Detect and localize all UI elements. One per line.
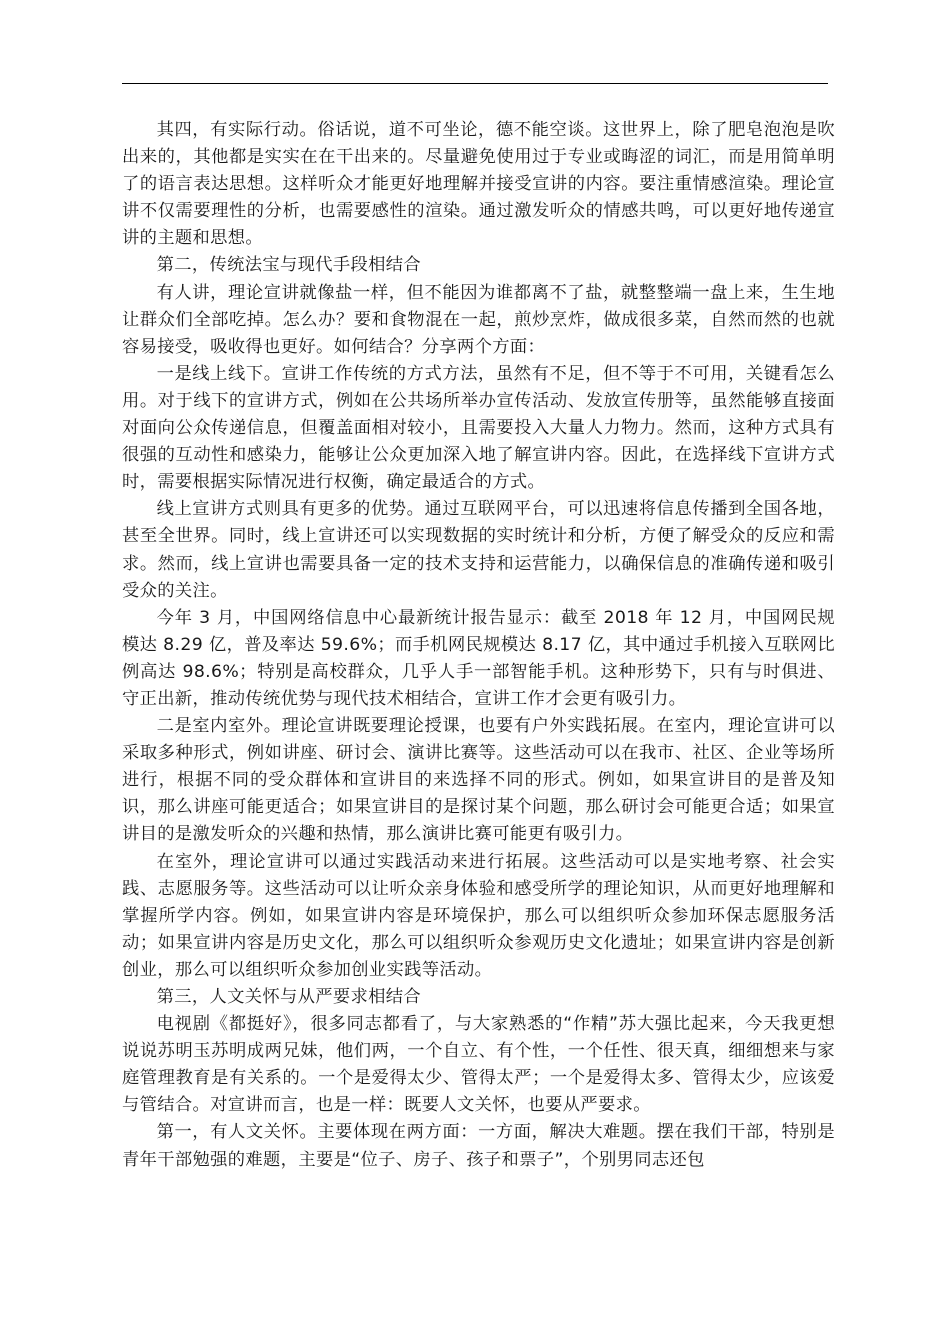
section-heading: 第三，人文关怀与从严要求相结合 [156,987,422,1007]
section-heading: 第二，传统法宝与现代手段相结合 [156,255,422,276]
paragraph: 二是室内室外。理论宣讲既要理论授课，也要有户外实践拓展。在室内，理论宣讲可以采取多种形式，例如讲座、研讨会、演讲比赛等。这些活动可以在我市、社区、企业等场所进行，根据不同的受众群体和宣讲目的来选择不同的形式。例如，如果宣讲目的是普及知识，那么讲座可能更适合；如果宣讲目的是探讨某个问题，那么研讨会可能更合适；如果宣讲目的是激发听众的兴趣和热情，那么演讲比赛可能更有吸引力。 [122,716,835,845]
header-rule [122,83,828,84]
paragraph: 一是线上线下。宣讲工作传统的方式方法，虽然有不足，但不等于不可用，关键看怎么用。对于线下的宣讲方式，例如在公共场所举办宣传活动、发放宣传册等，虽然能够直接面对面向公众传递信息，但覆盖面相对较小，且需要投入大量人力物力。然而，这种方式具有很强的互动性和感染力，能够让公众更加深入地了解宣讲内容。因此，在选择线下宣讲方式时，需要根据实际情况进行权衡，确定最适合的方式。 [122,363,835,493]
paragraph: 电视剧《都挺好》，很多同志都看了，与大家熟悉的“作精”苏大强比起来，今天我更想说说苏明玉苏明成两兄妹，他们两，一个自立、有个性，一个任性、很天真，细细想来与家庭管理教育是有关系的。一个是爱得太少、管得太严；一个是爱得太多、管得太少，应该爱与管结合。对宣讲而言，也是一样：既要人文关怀，也要从严要求。 [122,1014,835,1116]
paragraph: 第一，有人文关怀。主要体现在两方面：一方面，解决大难题。摆在我们干部，特别是青年干部勉强的难题，主要是“位子、房子、孩子和票子”，个别男同志还包 [122,1122,835,1170]
paragraph: 在室外，理论宣讲可以通过实践活动来进行拓展。这些活动可以是实地考察、社会实践、志愿服务等。这些活动可以让听众亲身体验和感受所学的理论知识，从而更好地理解和掌握所学内容。例如，如果宣讲内容是环境保护，那么可以组织听众参加环保志愿服务活动；如果宣讲内容是历史文化，那么可以组织听众参观历史文化遗址；如果宣讲内容是创新创业，那么可以组织听众参加创业实践等活动。 [122,851,835,980]
paragraph: 其四，有实际行动。俗话说，道不可坐论，德不能空谈。这世界上，除了肥皂泡泡是吹出来的，其他都是实实在在干出来的。尽量避免使用过于专业或晦涩的词汇，而是用简单明了的语言表达思想。这样听众才能更好地理解并接受宣讲的内容。要注重情感渲染。理论宣讲不仅需要理性的分析，也需要感性的渲染。通过激发听众的情感共鸣，可以更好地传递宣讲的主题和思想。 [122,120,835,249]
paragraph: 今年 3 月，中国网络信息中心最新统计报告显示：截至 2018 年 12 月，中国网民规模达 8.29 亿，普及率达 59.6%；而手机网民规模达 8.17 亿，其中通过手机接入互联网比例高达 98.6%；特别是高校群众，几乎人手一部智能手机。这种形势下，只有与时俱进、守正出新，推动传统优势与现代技术相结合，宣讲工作才会更有吸引力。 [122,607,835,709]
document-body [122,117,835,1174]
paragraph: 有人讲，理论宣讲就像盐一样，但不能因为谁都离不了盐，就整整端一盘上来，生生地让群众们全部吃掉。怎么办？要和食物混在一起，煎炒烹炸，做成很多菜，自然而然的也就容易接受，吸收得也更好。如何结合？分享两个方面： [122,282,835,357]
paragraph: 线上宣讲方式则具有更多的优势。通过互联网平台，可以迅速将信息传播到全国各地，甚至全世界。同时，线上宣讲还可以实现数据的实时统计和分析，方便了解受众的反应和需求。然而，线上宣讲也需要具备一定的技术支持和运营能力，以确保信息的准确传递和吸引受众的关注。 [122,499,835,601]
